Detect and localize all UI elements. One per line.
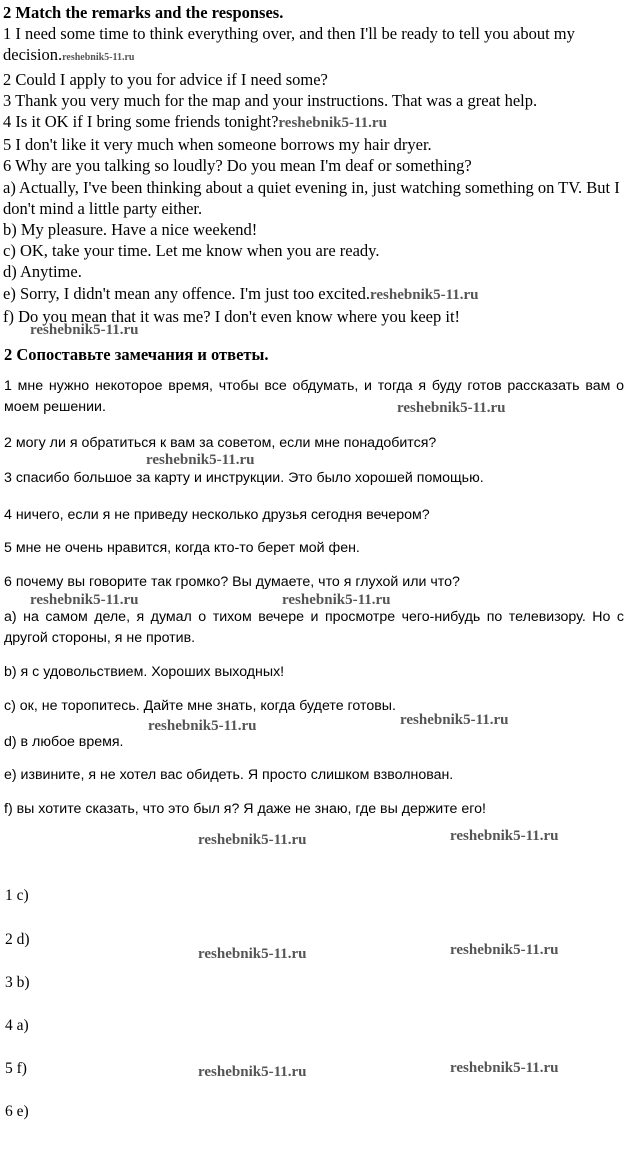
watermark: reshebnik5-11.ru (450, 942, 559, 958)
russian-item-b: b) я с удовольствием. Хороших выходных! (4, 664, 285, 680)
watermark: reshebnik5-11.ru (397, 400, 506, 416)
watermark: reshebnik5-11.ru (278, 115, 387, 132)
russian-item-d: d) в любое время. (4, 734, 124, 750)
watermark: reshebnik5-11.ru (148, 718, 257, 734)
russian-item-3: 3 спасибо большое за карту и инструкции. Это было хорошей помощью. (4, 470, 484, 486)
response-e: e) Sorry, I didn't mean any offence. I'm just too excited.reshebnik5-11.ru (3, 283, 479, 303)
russian-item-6: 6 почему вы говорите так громко? Вы думаете, что я глухой или что? (4, 574, 460, 590)
watermark: reshebnik5-11.ru (198, 946, 307, 962)
watermark: reshebnik5-11.ru (198, 832, 307, 848)
watermark: reshebnik5-11.ru (30, 592, 139, 608)
russian-heading: 2 Сопоставьте замечания и ответы. (4, 345, 269, 364)
remark-5: 5 I don't like it very much when someone borrows my hair dryer. (3, 135, 432, 155)
russian-item-1: 1 мне нужно некоторое время, чтобы все обдумать, и тогда я буду готов рассказать вам о моем решении. (4, 378, 624, 415)
remark-1: 1 I need some time to think everything over, and then I'll be ready to tell you about my decision.reshebnik5-11.ru (3, 24, 575, 65)
russian-item-5: 5 мне не очень нравится, когда кто-то берет мой фен. (4, 540, 360, 556)
russian-item-4: 4 ничего, если я не приведу несколько друзья сегодня вечером? (4, 507, 430, 523)
response-d: d) Anytime. (3, 262, 82, 282)
answer-3: 3 b) (5, 974, 30, 991)
response-f: f) Do you mean that it was me? I don't even know where you keep it! (3, 306, 461, 326)
answer-4: 4 a) (5, 1017, 29, 1034)
watermark: reshebnik5-11.ru (146, 452, 255, 468)
response-c: c) OK, take your time. Let me know when you are ready. (3, 241, 380, 261)
remark-2: 2 Could I apply to you for advice if I need some? (3, 69, 328, 89)
remark-3: 3 Thank you very much for the map and your instructions. That was a great help. (3, 90, 538, 110)
answer-1: 1 c) (5, 887, 29, 904)
watermark: reshebnik5-11.ru (400, 712, 509, 728)
watermark: reshebnik5-11.ru (450, 828, 559, 844)
russian-item-f: f) вы хотите сказать, что это был я? Я даже не знаю, где вы держите его! (4, 801, 486, 817)
watermark: reshebnik5-11.ru (282, 592, 391, 608)
response-a: a) Actually, I've been thinking about a quiet evening in, just watching something on TV. But I don't mind a little party either. (3, 177, 620, 218)
remark-4: 4 Is it OK if I bring some friends tonight?reshebnik5-11.ru (3, 112, 387, 132)
watermark: reshebnik5-11.ru (198, 1064, 307, 1080)
watermark: reshebnik5-11.ru (30, 322, 139, 338)
answer-2: 2 d) (5, 931, 30, 948)
english-heading: 2 Match the remarks and the responses. (3, 3, 284, 22)
russian-item-c: c) ок, не торопитесь. Дайте мне знать, когда будете готовы. (4, 698, 396, 714)
english-section (3, 2, 625, 327)
watermark: reshebnik5-11.ru (370, 286, 479, 303)
answer-6: 6 e) (5, 1103, 29, 1120)
russian-item-2: 2 могу ли я обратиться к вам за советом, если мне понадобится? (4, 435, 437, 451)
response-b: b) My pleasure. Have a nice weekend! (3, 220, 258, 240)
remark-6: 6 Why are you talking so loudly? Do you mean I'm deaf or something? (3, 156, 472, 176)
watermark: reshebnik5-11.ru (450, 1060, 559, 1076)
watermark: reshebnik5-11.ru (62, 52, 135, 64)
russian-item-e: e) извините, я не хотел вас обидеть. Я просто слишком взволнован. (4, 767, 454, 783)
answer-5: 5 f) (5, 1060, 27, 1077)
russian-item-a: a) на самом деле, я думал о тихом вечере и просмотре чего-нибудь по телевизору. Но с другой стороны, я не против. (4, 609, 624, 646)
